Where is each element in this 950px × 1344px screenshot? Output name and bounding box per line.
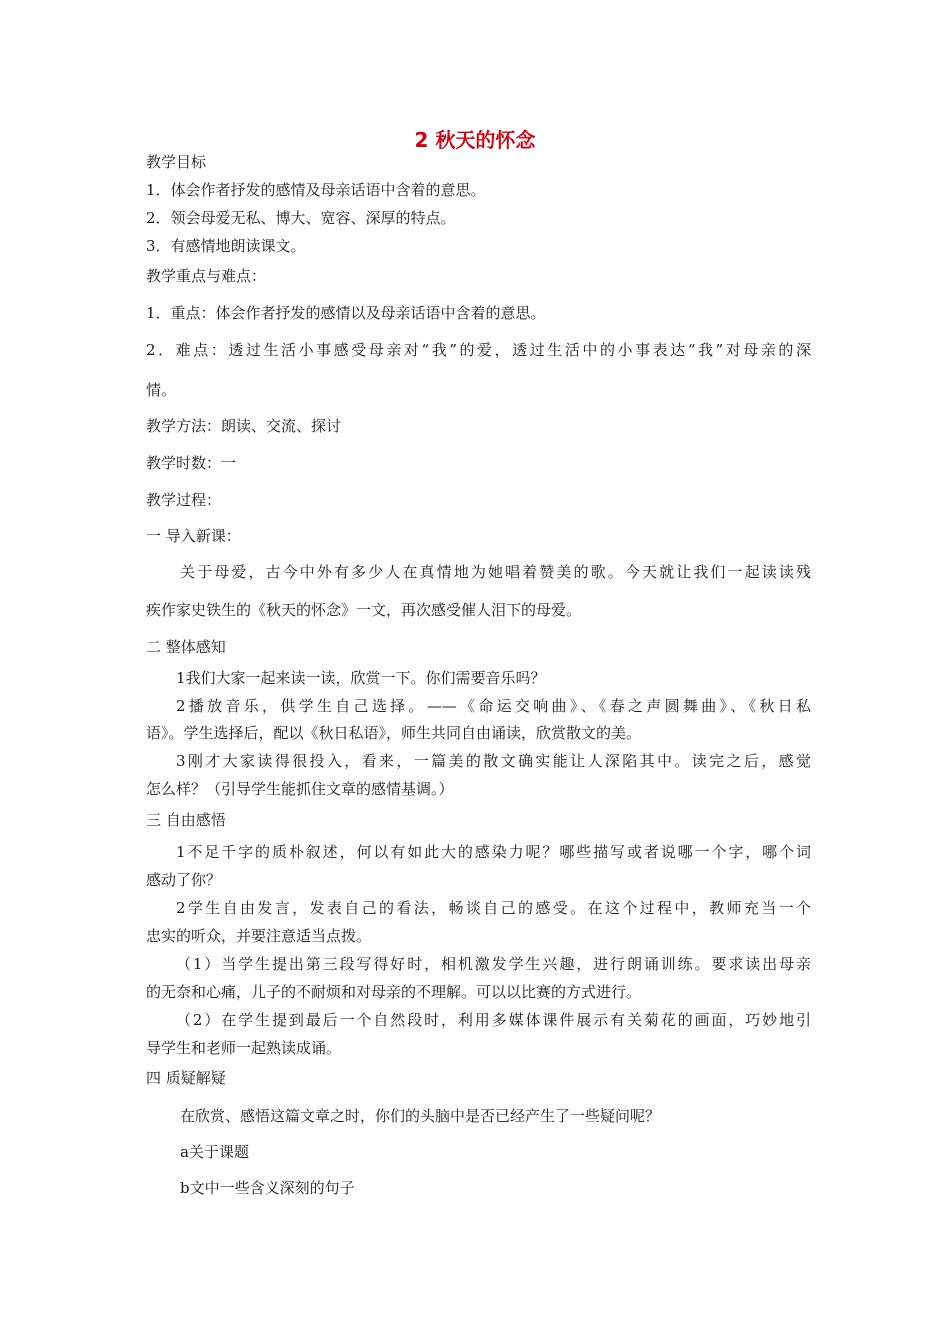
text-line: （1）当学生提出第三段写得好时，相机激发学生兴趣，进行朗诵训练。要求读出母亲 xyxy=(176,955,811,973)
text-line: a关于课题 xyxy=(180,1143,249,1161)
text-line: 3．有感情地朗读课文。 xyxy=(146,237,306,255)
text-line: 怎么样？（引导学生能抓住文章的感情基调。） xyxy=(146,780,454,798)
text-line: 1．重点：体会作者抒发的感情以及母亲话语中含着的意思。 xyxy=(146,304,546,322)
text-line: 疾作家史铁生的《秋天的怀念》一文，再次感受催人泪下的母爱。 xyxy=(146,601,582,619)
text-line: 的无奈和心痛，儿子的不耐烦和对母亲的不理解。可以以比赛的方式进行。 xyxy=(146,983,642,1001)
text-line: b文中一些含义深刻的句子 xyxy=(180,1179,355,1197)
text-line: 3刚才大家读得很投入，看来，一篇美的散文确实能让人深陷其中。读完之后，感觉 xyxy=(176,752,811,770)
text-line: 教学目标 xyxy=(146,153,207,171)
text-line: 2．领会母爱无私、博大、宽容、深厚的特点。 xyxy=(146,209,456,227)
text-line: 语》。学生选择后，配以《秋日私语》，师生共同自由诵读，欣赏散文的美。 xyxy=(146,724,642,742)
text-line: 教学过程： xyxy=(146,491,222,509)
text-line: 忠实的听众，并要注意适当点拨。 xyxy=(146,927,372,945)
page-title: 2 秋天的怀念 xyxy=(414,128,536,152)
text-line: 感动了你？ xyxy=(146,871,222,889)
text-line: 教学重点与难点： xyxy=(146,267,267,285)
text-line: 1．体会作者抒发的感情及母亲话语中含着的意思。 xyxy=(146,181,486,199)
text-line: 1不足千字的质朴叙述，何以有如此大的感染力呢？哪些描写或者说哪一个字，哪个词 xyxy=(176,843,811,861)
text-line: 在欣赏、感悟这篇文章之时，你们的头脑中是否已经产生了一些疑问呢？ xyxy=(180,1107,661,1125)
text-line: 教学方法：朗读、交流、探讨 xyxy=(146,417,342,435)
text-line: 导学生和老师一起熟读成诵。 xyxy=(146,1039,342,1057)
text-line: 2．难点：透过生活小事感受母亲对“我”的爱，透过生活中的小事表达“我”对母亲的深 xyxy=(146,341,811,359)
text-line: 二 整体感知 xyxy=(146,638,226,656)
text-line: 关于母爱，古今中外有多少人在真情地为她唱着赞美的歌。今天就让我们一起读读残 xyxy=(180,563,811,581)
text-line: 四 质疑解疑 xyxy=(146,1069,226,1087)
text-line: （2）在学生提到最后一个自然段时，利用多媒体课件展示有关菊花的画面，巧妙地引 xyxy=(176,1011,811,1029)
text-line: 教学时数：一 xyxy=(146,454,237,472)
text-line: 2播放音乐，供学生自己选择。——《命运交响曲》、《春之声圆舞曲》、《秋日私 xyxy=(176,697,811,715)
text-line: 1我们大家一起来读一读，欣赏一下。你们需要音乐吗？ xyxy=(176,669,546,687)
text-line: 三 自由感悟 xyxy=(146,811,226,829)
text-line: 2学生自由发言，发表自己的看法，畅谈自己的感受。在这个过程中，教师充当一个 xyxy=(176,899,811,917)
text-line: 情。 xyxy=(146,381,177,399)
text-line: 一 导入新课： xyxy=(146,527,241,545)
